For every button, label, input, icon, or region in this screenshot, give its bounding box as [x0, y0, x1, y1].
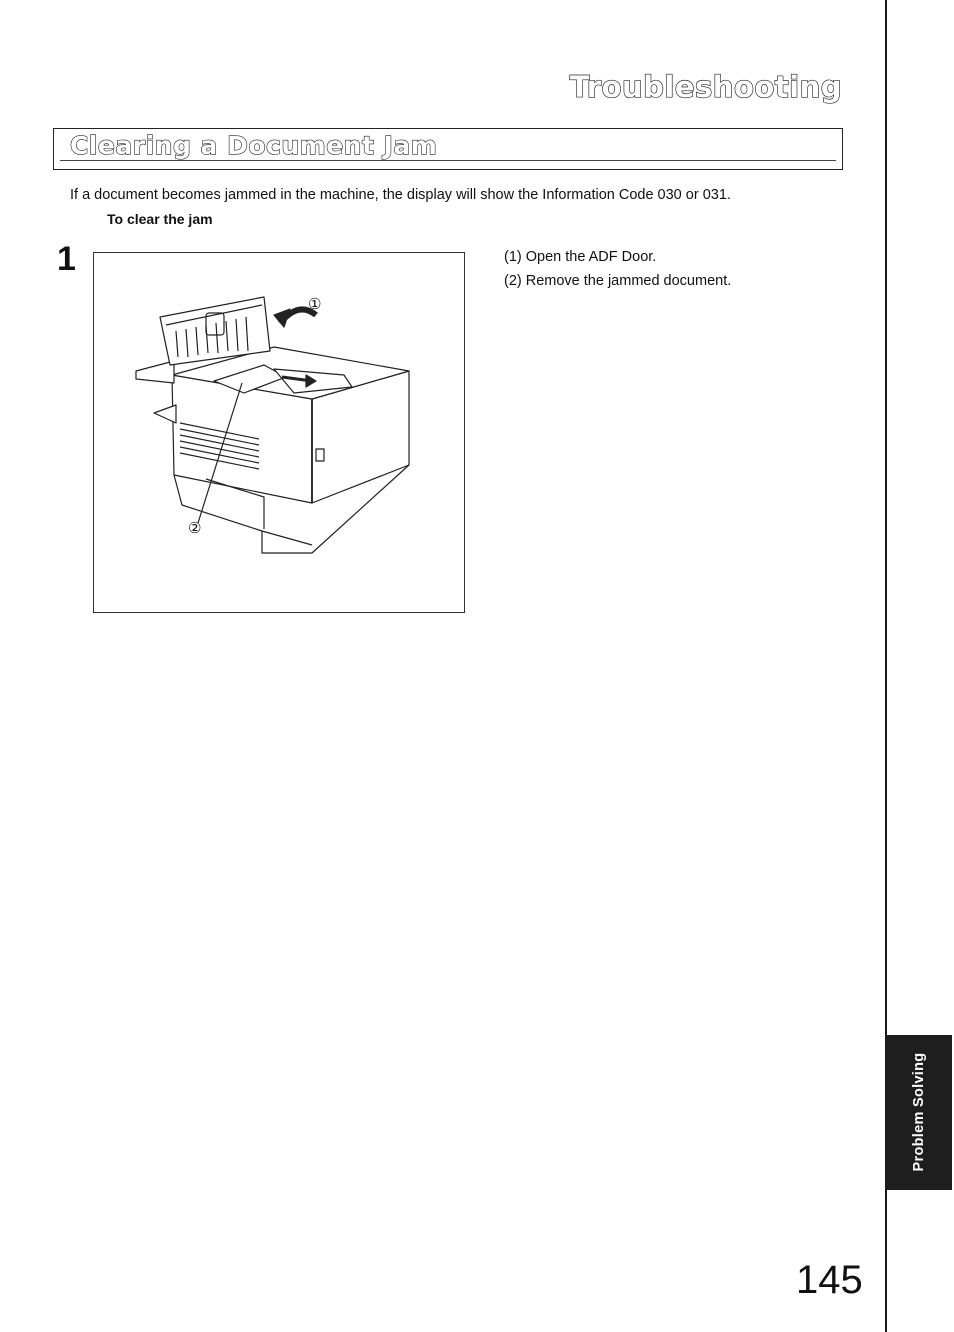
instruction-1: (1) Open the ADF Door.	[504, 249, 657, 265]
step-instructions	[504, 245, 731, 293]
step-number: 1	[57, 240, 76, 278]
printer-illustration	[94, 253, 464, 612]
callout-2: ②	[188, 520, 202, 537]
subheading: To clear the jam	[107, 211, 213, 227]
instruction-2: (2) Remove the jammed document.	[504, 273, 732, 289]
intro-paragraph: If a document becomes jammed in the machine, the display will show the Information Code 030 or 031.	[70, 187, 731, 203]
side-tab	[886, 1035, 952, 1190]
section-underline	[60, 160, 836, 161]
section-title-box	[53, 128, 843, 170]
page-number: 145	[796, 1258, 863, 1302]
figure-box	[93, 252, 465, 613]
side-tab-label: Problem Solving	[911, 1052, 927, 1172]
header-title: Troubleshooting	[569, 70, 842, 104]
callout-1: ①	[308, 296, 322, 313]
section-title: Clearing a Document Jam	[70, 131, 438, 160]
